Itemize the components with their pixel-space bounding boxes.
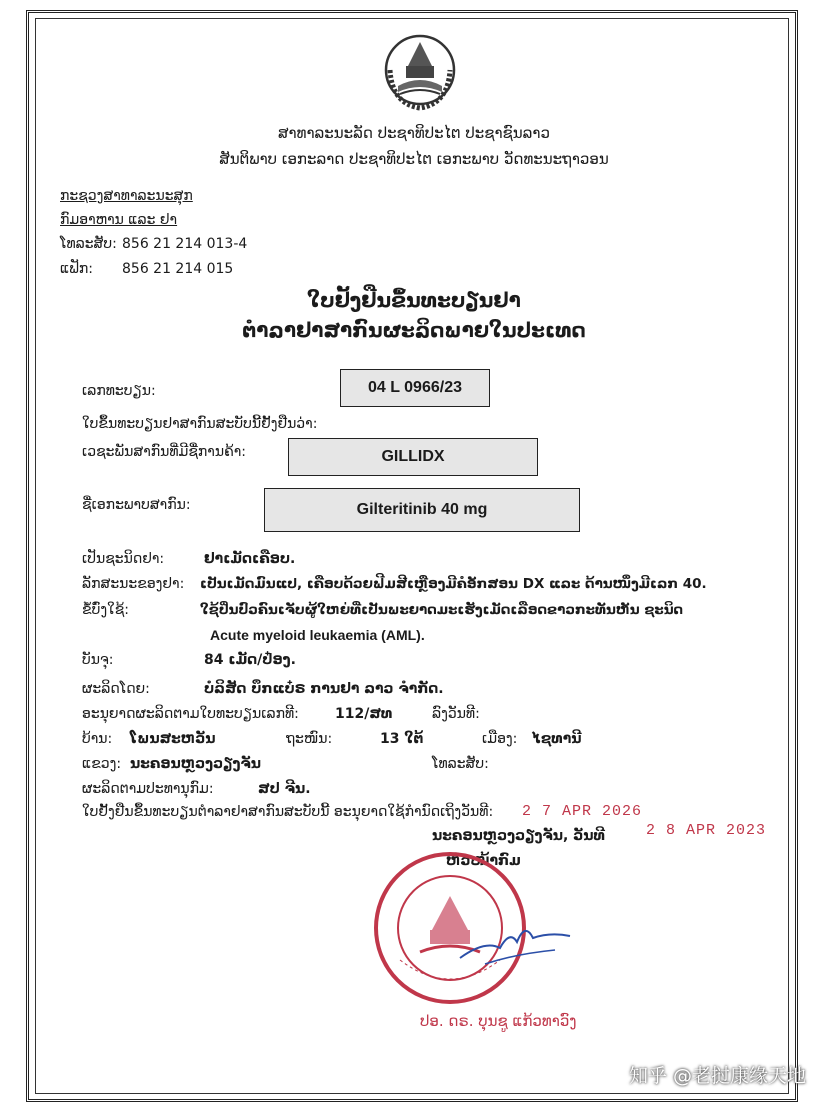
indication-label: ຂໍ້ບົ່ງໃຊ້: — [82, 602, 130, 618]
validity-text: ໃບຢັ້ງຢືນຂຶ້ນທະບຽນຕຳລາຢາສາກົນສະບັບນີ້ ອະນຸຍາດໃຊ້ກຳນົດເຖິງວັນທີ: — [82, 804, 494, 820]
license-date-label: ລົງວັນທີ: — [432, 706, 480, 722]
indication-value: ໃຊ້ປິ່ນປົວຄົນເຈັບຜູ້ໃຫຍ່ທີ່ເປັນພະຍາດມະເຮັງເມັດເລືອດຂາວກະທັນຫັນ ຊະນິດ — [200, 602, 684, 618]
form-value: ຢາເມັດເຄືອບ. — [204, 551, 296, 567]
indication-value-2: Acute myeloid leukaemia (AML). — [210, 627, 425, 643]
village-label: ບ້ານ: — [82, 731, 113, 747]
fax-label: ແຟັກ: — [60, 261, 93, 277]
street-label: ຖະໜົນ: — [286, 731, 333, 747]
inn-box: Gilteritinib 40 mg — [264, 488, 580, 532]
license-label: ອະນຸຍາດຜະລິດຕາມໃບທະບຽນເລກທີ: — [82, 706, 299, 722]
document-subtitle: ຕຳລາຢາສາກົນຜະລິດພາຍໃນປະເທດ — [242, 318, 586, 342]
department-name: ກົມອາຫານ ແລະ ຢາ — [60, 212, 178, 228]
country-value: ສປ ຈີນ. — [258, 781, 311, 797]
street-value: 13 ໃຕ້ — [380, 731, 424, 747]
province-label: ແຂວງ: — [82, 756, 122, 772]
district-value: ໄຊທານີ — [532, 731, 582, 747]
village-value: ໂພນສະຫວັນ — [130, 731, 216, 747]
registration-number-label: ເລກທະບຽນ: — [82, 383, 156, 399]
phone-value: 856 21 214 013-4 — [122, 236, 248, 252]
inn-label: ຊື່ເອກະພາບສາກົນ: — [82, 497, 191, 513]
national-emblem-icon — [380, 26, 460, 114]
watermark-text: 知乎 @老挝康缘天地 — [628, 1065, 806, 1087]
country-label: ຜະລິດຕາມປະທານຸກົມ: — [82, 781, 214, 797]
signer-position: ຫົວໜ້າກົມ — [446, 853, 521, 869]
license-value: 112/ສທ — [335, 706, 393, 722]
package-label: ບັນຈຸ: — [82, 652, 114, 668]
issue-date: 2 8 APR 2023 — [646, 822, 767, 839]
registration-number-box: 04 L 0966/23 — [340, 369, 490, 407]
brand-name-box: GILLIDX — [288, 438, 538, 476]
manufacturer-label: ຜະລິດໂດຍ: — [82, 681, 150, 697]
package-value: 84 ເມັດ/ປ໋ອງ. — [204, 652, 296, 668]
certify-text: ໃບຂຶ້ນທະບຽນຢາສາກົນສະບັບນີ້ຢັ້ງຢືນວ່າ: — [82, 416, 318, 432]
national-motto: ສັນຕິພາບ ເອກະລາດ ປະຊາທິປະໄຕ ເອກະພາບ ວັດທະນະຖາວອນ — [219, 150, 609, 168]
signing-place: ນະຄອນຫຼວງວຽງຈັນ, ວັນທີ — [432, 828, 605, 844]
manufacturer-value: ບໍລິສັດ ບຶກແບ໋ຣ ການຢາ ລາວ ຈຳກັດ. — [204, 681, 444, 697]
fax-value: 856 21 214 015 — [122, 261, 234, 277]
republic-name: ສາທາລະນະລັດ ປະຊາທິປະໄຕ ປະຊາຊົນລາວ — [278, 124, 550, 142]
province-value: ນະຄອນຫຼວງວຽງຈັນ — [130, 756, 262, 772]
phone-label: ໂທລະສັບ: — [60, 236, 117, 252]
district-label: ເມືອງ: — [482, 731, 518, 747]
signature-icon — [455, 910, 575, 970]
tel-label: ໂທລະສັບ: — [432, 756, 489, 772]
signer-name: ປອ. ດຣ. ບຸນຊູ ແກ້ວທາວົງ — [420, 1012, 577, 1030]
document-title: ໃບຢັ້ງຢືນຂຶ້ນທະບຽນຢາ — [307, 288, 521, 312]
form-label: ເປັນຊະນິດຢາ: — [82, 551, 165, 567]
appearance-label: ລັກສະນະຂອງຢາ: — [82, 576, 185, 592]
validity-date: 2 7 APR 2026 — [522, 803, 643, 820]
ministry-name: ກະຊວງສາທາລະນະສຸກ — [60, 188, 193, 204]
brand-name-label: ເວຊະພັນສາກົນທີ່ມີຊື່ການຄ້າ: — [82, 444, 246, 460]
appearance-value: ເປັນເມັດມົນແປ, ເຄືອບດ້ວຍຟີມສີເຫຼືອງມີຄໍອັກສອນ DX ແລະ ດ້ານໜຶ່ງມີເລກ 40. — [200, 576, 707, 592]
